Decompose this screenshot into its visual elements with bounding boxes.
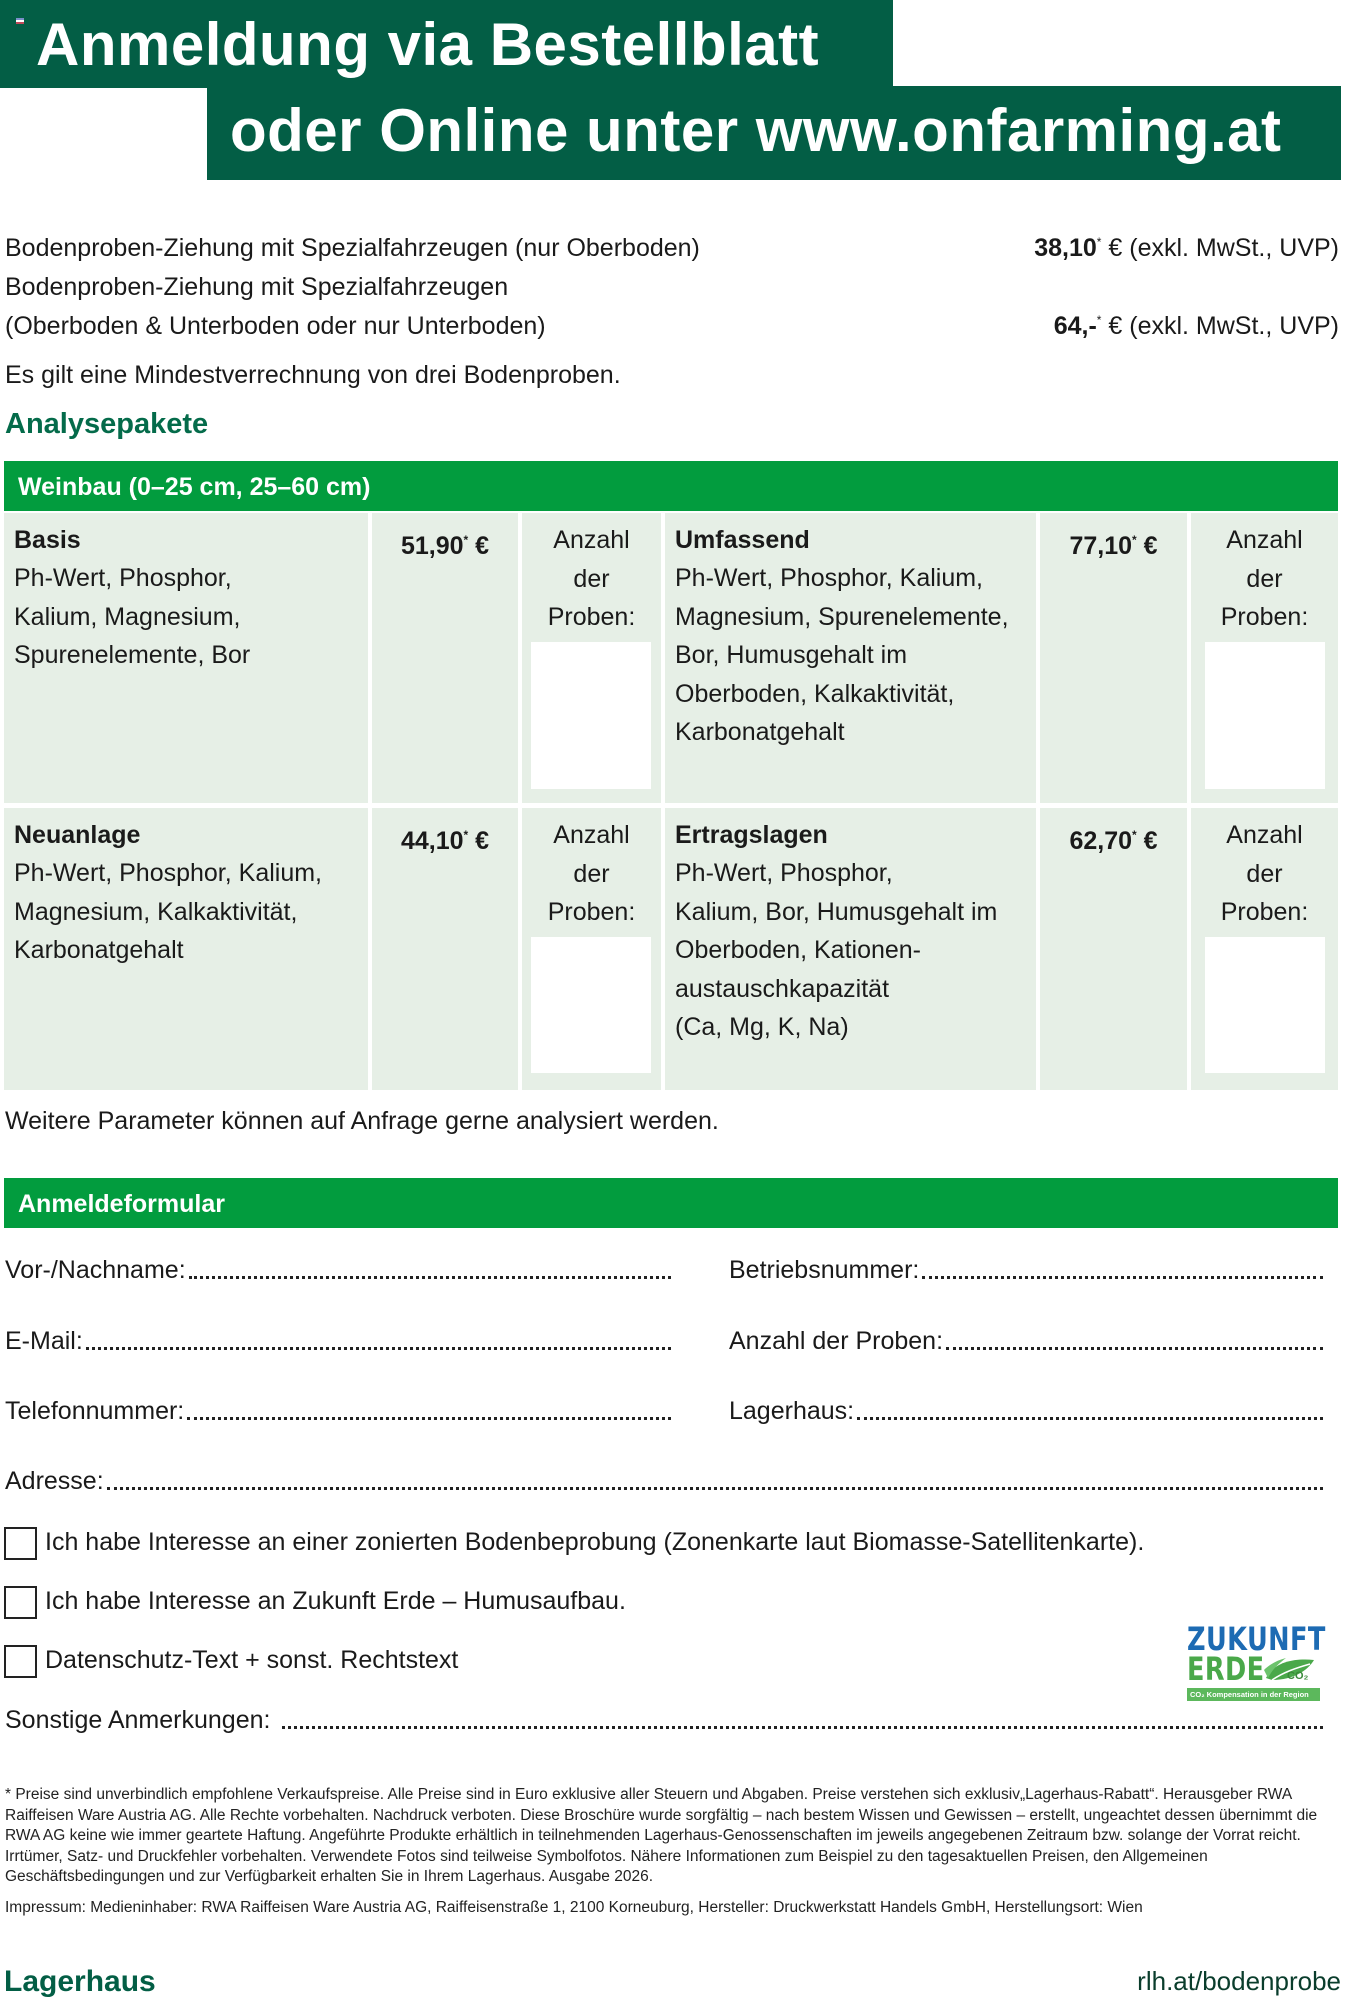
package-umfassend — [665, 513, 1036, 803]
qty-label: Proben: — [1220, 898, 1309, 926]
package-detail: Spurenelemente, Bor — [14, 641, 251, 669]
package-detail: Bor, Humusgehalt im — [675, 641, 908, 669]
package-detail: Ph-Wert, Phosphor, — [14, 564, 232, 592]
price-amount: 38,10 — [1034, 234, 1097, 262]
package-detail: Ph-Wert, Phosphor, Kalium, — [14, 859, 323, 887]
package-umfassend-price — [1040, 513, 1187, 803]
analysis-footnote: Weitere Parameter können auf Anfrage gerne analysiert werden. — [5, 1107, 719, 1135]
qty-label: Anzahl — [1226, 821, 1303, 849]
price-value — [1054, 312, 1339, 341]
logo-line1: ZUKUNFT — [1187, 1620, 1326, 1658]
qty-label: Anzahl — [1226, 526, 1303, 554]
impressum: Impressum: Medieninhaber: RWA Raiffeisen Ware Austria AG, Raiffeisenstraße 1, 2100 Korneuburg, Hersteller: Druckwerkstatt Handels GmbH, Herstellungsort: Wien — [5, 1899, 1143, 1916]
phone-field[interactable] — [5, 1397, 671, 1426]
email-dotted-line[interactable] — [86, 1347, 671, 1350]
qty-input-umfassend[interactable] — [1205, 642, 1325, 789]
package-name: Umfassend — [675, 526, 810, 554]
package-basis-qty — [522, 513, 661, 803]
farm-number-label: Betriebsnummer: — [729, 1256, 920, 1284]
checkbox-zukunft-erde-label: Ich habe Interesse an Zukunft Erde – Humusaufbau. — [45, 1587, 626, 1615]
package-neuanlage — [4, 808, 368, 1090]
sample-count-field[interactable] — [729, 1327, 1323, 1356]
qty-input-basis[interactable] — [531, 642, 651, 789]
lagerhaus-logo: Lagerhaus — [4, 1965, 156, 1998]
form-bar: Anmeldeformular — [4, 1178, 1338, 1228]
package-basis-price — [372, 513, 518, 803]
price-asterisk: * — [1096, 313, 1102, 327]
qty-label: Anzahl — [553, 526, 630, 554]
remarks-field[interactable] — [5, 1706, 1323, 1735]
price-row-description: (Oberboden & Unterboden oder nur Unterboden) — [5, 312, 546, 340]
checkbox-privacy-label: Datenschutz-Text + sonst. Rechtstext — [45, 1646, 459, 1674]
package-detail: Kalium, Bor, Humusgehalt im — [675, 897, 998, 926]
warehouse-label: Lagerhaus: — [729, 1397, 855, 1425]
sample-count-dotted-line[interactable] — [946, 1347, 1323, 1350]
section-title-analysis: Analysepakete — [5, 408, 209, 440]
package-ertragslagen-price — [1040, 808, 1187, 1090]
logo-strip: CO₂ Kompensation in der Region — [1187, 1688, 1320, 1701]
price-row-subsoil — [5, 312, 1339, 341]
package-name: Basis — [14, 526, 81, 554]
qty-input-neuanlage[interactable] — [531, 937, 651, 1073]
farm-number-field[interactable] — [729, 1256, 1323, 1285]
package-name: Neuanlage — [14, 821, 141, 849]
price-row-description: Bodenproben-Ziehung mit Spezialfahrzeugen (nur Oberboden) — [5, 234, 700, 262]
address-field[interactable] — [5, 1467, 1323, 1496]
package-detail: Oberboden, Kalkaktivität, — [675, 679, 955, 708]
weinbau-bar: Weinbau (0–25 cm, 25–60 cm) — [4, 461, 1338, 511]
price-amount: 64,- — [1053, 312, 1097, 340]
package-detail: Magnesium, Kalkaktivität, — [14, 897, 298, 926]
address-label: Adresse: — [5, 1467, 104, 1495]
fineprint: * Preise sind unverbindlich empfohlene Verkaufspreise. Alle Preise sind in Euro exklusive aller Steuern und Abgaben. Preise verstehen sich exklusiv„Lagerhaus-Rabatt“. Herausgeber RWA Raiffeisen Ware Austria AG. Alle Rechte vorbehalten. Nachdruck verboten. Diese Broschüre wurde sorgfältig – nach bestem Wissen und Gewissen – erstellt, ungeachtet dessen übernimmt die RWA AG keine wie immer geartete Haftung. Angeführte Produkte erhältlich in teilnehmenden Lagerhaus-Genossenschaften im jeweils angegebenen Zeitraum bzw. solange der Vorrat reicht. Irrtümer, Satz- und Druckfehler vorbehalten. Verwendete Fotos sind teilweise Symbolfotos. Nähere Informationen zum Beispiel zu den tagesaktuellen Preisen, den Allgemeinen Geschäftsbedingungen und zur Verfügbarkeit erhalten Sie in Ihrem Lagerhaus. Ausgabe 2026. — [5, 1786, 1318, 1885]
package-detail: Karbonatgehalt — [675, 718, 845, 746]
qty-label: der — [1246, 564, 1283, 593]
address-dotted-line[interactable] — [107, 1487, 1323, 1490]
qty-label: Proben: — [547, 603, 636, 631]
email-field[interactable] — [5, 1327, 671, 1356]
page-title-line2: oder Online unter www.onfarming.at — [230, 97, 1282, 164]
price-asterisk: * — [1096, 235, 1102, 249]
checkbox-zukunft-erde[interactable] — [4, 1586, 37, 1619]
flag-icon — [16, 18, 24, 24]
remarks-dotted-line[interactable] — [282, 1726, 1323, 1729]
email-label: E-Mail: — [5, 1327, 83, 1355]
package-detail: Kalium, Magnesium, — [14, 602, 241, 631]
logo-co2: CO₂ — [1287, 1670, 1309, 1682]
price-asterisk: * — [463, 828, 469, 842]
checkbox-zoned-sampling[interactable] — [4, 1527, 37, 1560]
price-row-topsoil — [5, 234, 1339, 263]
price-amount: 44,10 — [400, 827, 464, 855]
name-label: Vor-/Nachname: — [5, 1256, 186, 1284]
zukunft-erde-logo — [1187, 1620, 1326, 1701]
qty-label: der — [1246, 859, 1283, 888]
currency: € — [1136, 532, 1158, 560]
package-name: Ertragslagen — [675, 821, 828, 849]
logo-line2: ERDE — [1187, 1650, 1265, 1688]
name-dotted-line[interactable] — [189, 1276, 671, 1279]
package-detail: Ph-Wert, Phosphor, — [675, 859, 893, 887]
remarks-label: Sonstige Anmerkungen: — [5, 1706, 271, 1734]
price-row-subsoil-line1: Bodenproben-Ziehung mit Spezialfahrzeugen — [5, 273, 509, 301]
package-basis — [4, 513, 368, 803]
price-amount: 77,10 — [1069, 532, 1133, 560]
package-neuanlage-price — [372, 808, 518, 1090]
footer-url[interactable]: rlh.at/bodenprobe — [1137, 1966, 1341, 1996]
price-suffix: € (exkl. MwSt., UVP) — [1101, 234, 1339, 262]
price-asterisk: * — [463, 533, 469, 547]
package-detail: Karbonatgehalt — [14, 936, 184, 964]
page-title-line1: Anmeldung via Bestellblatt — [36, 11, 820, 78]
price-value — [1034, 234, 1339, 263]
package-neuanlage-qty — [522, 808, 661, 1090]
minimum-note: Es gilt eine Mindestverrechnung von drei Bodenproben. — [5, 361, 621, 389]
qty-label: der — [573, 859, 610, 888]
checkbox-zoned-sampling-label: Ich habe Interesse an einer zonierten Bodenbeprobung (Zonenkarte laut Biomasse-Satellitenkarte). — [45, 1528, 1145, 1556]
warehouse-dotted-line[interactable] — [857, 1417, 1323, 1420]
checkbox-privacy[interactable] — [4, 1645, 37, 1678]
package-umfassend-qty — [1191, 513, 1338, 803]
price-asterisk: * — [1132, 533, 1137, 547]
phone-label: Telefonnummer: — [5, 1397, 185, 1425]
package-ertragslagen-qty — [1191, 808, 1338, 1090]
package-detail: Oberboden, Kationen- — [675, 936, 922, 964]
farm-number-dotted-line[interactable] — [922, 1276, 1323, 1279]
qty-label: Anzahl — [553, 821, 630, 849]
qty-input-ertragslagen[interactable] — [1205, 937, 1325, 1073]
currency: € — [1136, 827, 1158, 855]
price-amount: 51,90 — [400, 532, 464, 560]
package-detail: austauschkapazität — [675, 974, 890, 1003]
price-asterisk: * — [1132, 828, 1137, 842]
phone-dotted-line[interactable] — [187, 1417, 671, 1420]
currency: € — [468, 532, 490, 560]
package-detail: Ph-Wert, Phosphor, Kalium, — [675, 564, 984, 592]
sample-count-label: Anzahl der Proben: — [729, 1327, 944, 1355]
qty-label: Proben: — [547, 898, 636, 926]
qty-label: Proben: — [1220, 603, 1309, 631]
warehouse-field[interactable] — [729, 1397, 1323, 1426]
price-suffix: € (exkl. MwSt., UVP) — [1101, 312, 1339, 340]
package-ertragslagen — [665, 808, 1036, 1090]
package-detail: Magnesium, Spurenelemente, — [675, 602, 1009, 631]
currency: € — [468, 827, 490, 855]
name-field[interactable] — [5, 1256, 671, 1285]
package-detail: (Ca, Mg, K, Na) — [675, 1013, 849, 1041]
price-amount: 62,70 — [1069, 827, 1133, 855]
qty-label: der — [573, 564, 610, 593]
